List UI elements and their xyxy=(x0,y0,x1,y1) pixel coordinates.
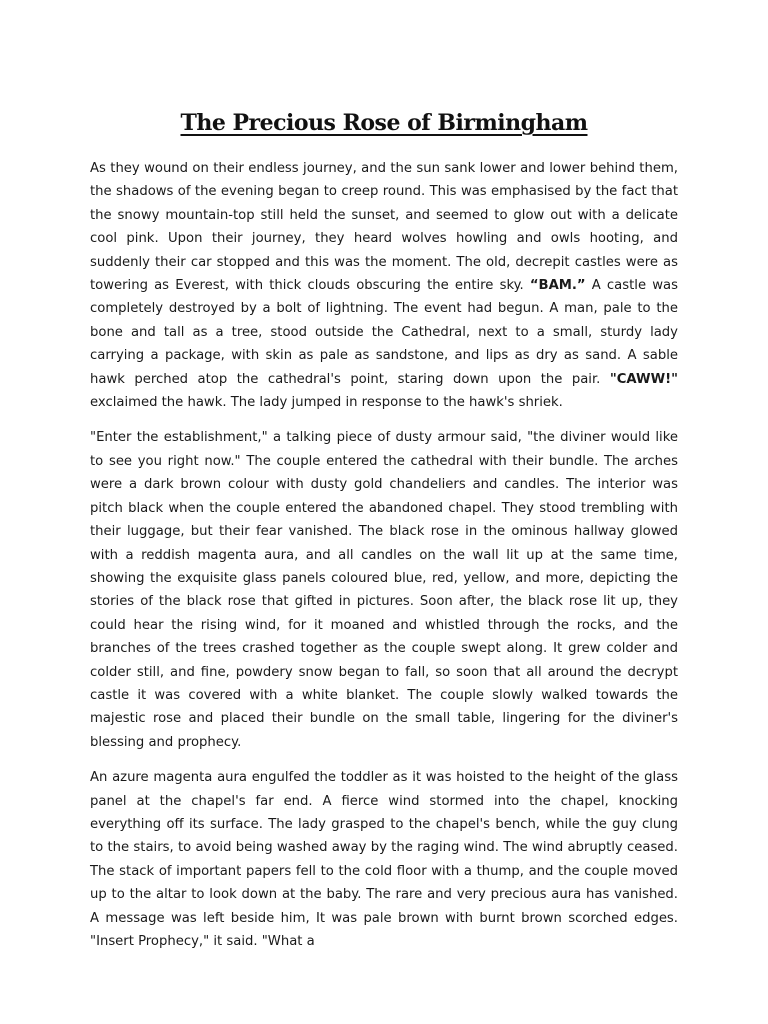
paragraph-1-text-e: exclaimed the hawk. The lady jumped in response to the hawk's shriek. xyxy=(90,395,563,411)
paragraph-2: "Enter the establishment," a talking piece of dusty armour said, "the diviner would like to see you right now." The couple entered the cathedral with their bundle. The arches were a dark brown colour with dusty gold chandeliers and candles. The interior was pitch black when the couple entered the abandoned chapel. They stood trembling with their luggage, but their fear vanished. The black rose in the ominous hallway glowed with a reddish magenta aura, and all candles on the wall lit up at the same time, showing the exquisite glass panels coloured blue, red, yellow, and more, depicting the stories of the black rose that gifted in pictures. Soon after, the black rose lit up, they could hear the rising wind, for it moaned and whistled through the rocks, and the branches of the trees crashed together as the couple swept along. It grew colder and colder still, and fine, powdery snow began to fall, so soon that all around the decrypt castle it was covered with a white blanket. The couple slowly walked towards the majestic rose and placed their bundle on the small table, lingering for the diviner's blessing and prophecy. xyxy=(90,430,678,750)
page-title: The Precious Rose of Birmingham xyxy=(180,110,588,136)
story-body xyxy=(90,157,678,953)
bam-sound-word: “BAM.” xyxy=(529,278,586,294)
paragraph-1-text-c: A castle was completely destroyed by a bolt of lightning. The event had begun. A man, pale to the bone and tall as a tree, stood outside the Cathedral, next to a small, sturdy lady carrying a package, with skin as pale as sandstone, and lips as dry as sand. A sable hawk perched atop the cathedral's point, staring down upon the pair. xyxy=(90,278,678,387)
paragraph-1 xyxy=(90,157,678,414)
paragraph-3: An azure magenta aura engulfed the toddler as it was hoisted to the height of the glass panel at the chapel's far end. A fierce wind stormed into the chapel, knocking everything off its surface. The lady grasped to the chapel's bench, while the guy clung to the stairs, to avoid being washed away by the raging wind. The wind abruptly ceased. The stack of important papers fell to the cold floor with a thump, and the couple moved up to the altar to look down at the baby. The rare and very precious aura has vanished. A message was left beside him, It was pale brown with burnt brown scorched edges. "Insert Prophecy," it said. "What a xyxy=(90,770,678,949)
caww-sound-word: "CAWW!" xyxy=(609,371,678,387)
paragraph-1-text-a: As they wound on their endless journey, and the sun sank lower and lower behind them, the shadows of the evening began to creep round. This was emphasised by the fact that the snowy mountain-top still held the sunset, and seemed to glow out with a delicate cool pink. Upon their journey, they heard wolves howling and owls hooting, and suddenly their car stopped and this was the moment. The old, decrepit castles were as towering as Everest, with thick clouds obscuring the entire sky. xyxy=(90,161,678,294)
